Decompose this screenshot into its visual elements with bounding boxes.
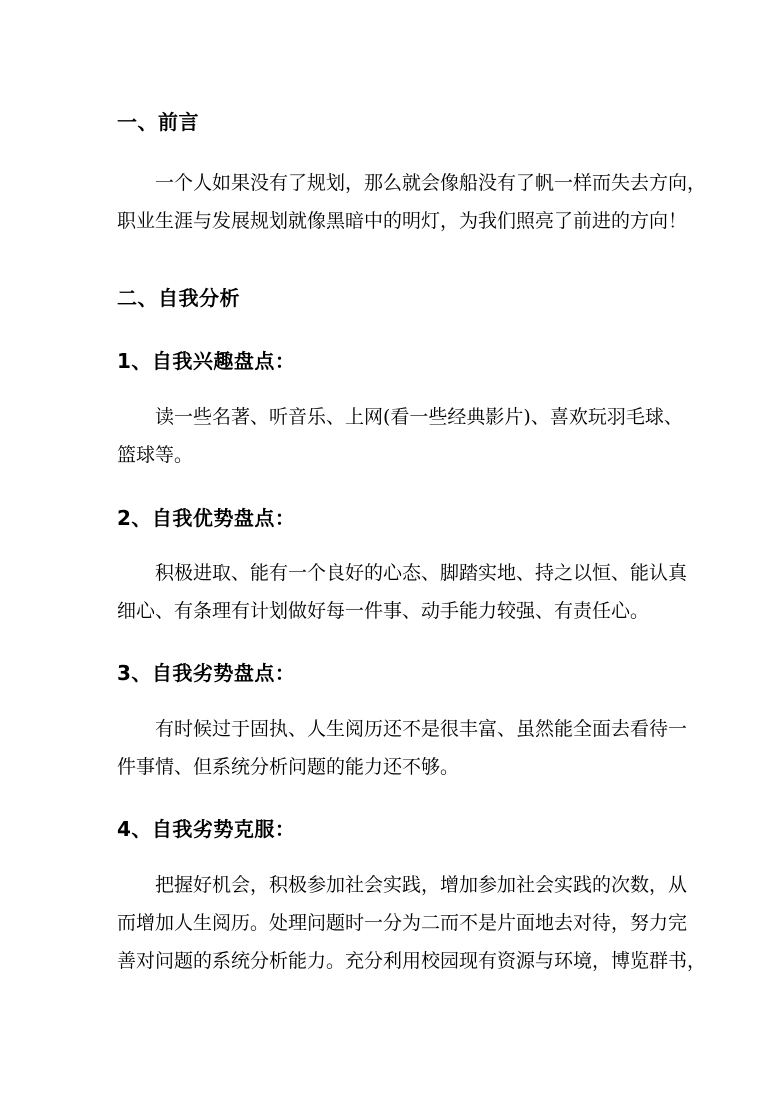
heading-weaknesses: 3、自我劣势盘点： [117,661,296,685]
paragraph-line: 读一些名著、听音乐、上网(看一些经典影片)、喜欢玩羽毛球、 [155,406,683,428]
paragraph-overcome-weaknesses [117,866,707,980]
heading-overcome-weaknesses: 4、自我劣势克服： [117,817,296,841]
paragraph-line: 篮球等。 [117,444,194,466]
paragraph-line: 善对问题的系统分析能力。充分利用校园现有资源与环境，博览群书， [117,950,707,972]
paragraph-line: 而增加人生阅历。处理问题时一分为二而不是片面地去对待，努力完 [117,912,688,934]
paragraph-line: 把握好机会，积极参加社会实践，增加参加社会实践的次数，从 [155,874,688,896]
paragraph-preface [117,164,707,240]
paragraph-line: 积极进取、能有一个良好的心态、脚踏实地、持之以恒、能认真 [155,562,688,584]
paragraph-line: 细心、有条理有计划做好每一件事、动手能力较强、有责任心。 [117,600,650,622]
heading-interests: 1、自我兴趣盘点： [117,349,296,373]
paragraph-interests [117,398,683,474]
paragraph-line: 职业生涯与发展规划就像黑暗中的明灯，为我们照亮了前进的方向！ [117,210,688,232]
paragraph-line: 件事情、但系统分析问题的能力还不够。 [117,756,460,778]
heading-self-analysis: 二、自我分析 [117,286,240,310]
paragraph-line: 有时候过于固执、人生阅历还不是很丰富、虽然能全面去看待一 [155,718,688,740]
heading-strengths: 2、自我优势盘点： [117,506,296,530]
paragraph-weaknesses [117,710,688,786]
paragraph-strengths [117,554,688,630]
paragraph-line: 一个人如果没有了规划，那么就会像船没有了帆一样而失去方向， [155,172,707,194]
heading-preface: 一、前言 [117,110,199,134]
